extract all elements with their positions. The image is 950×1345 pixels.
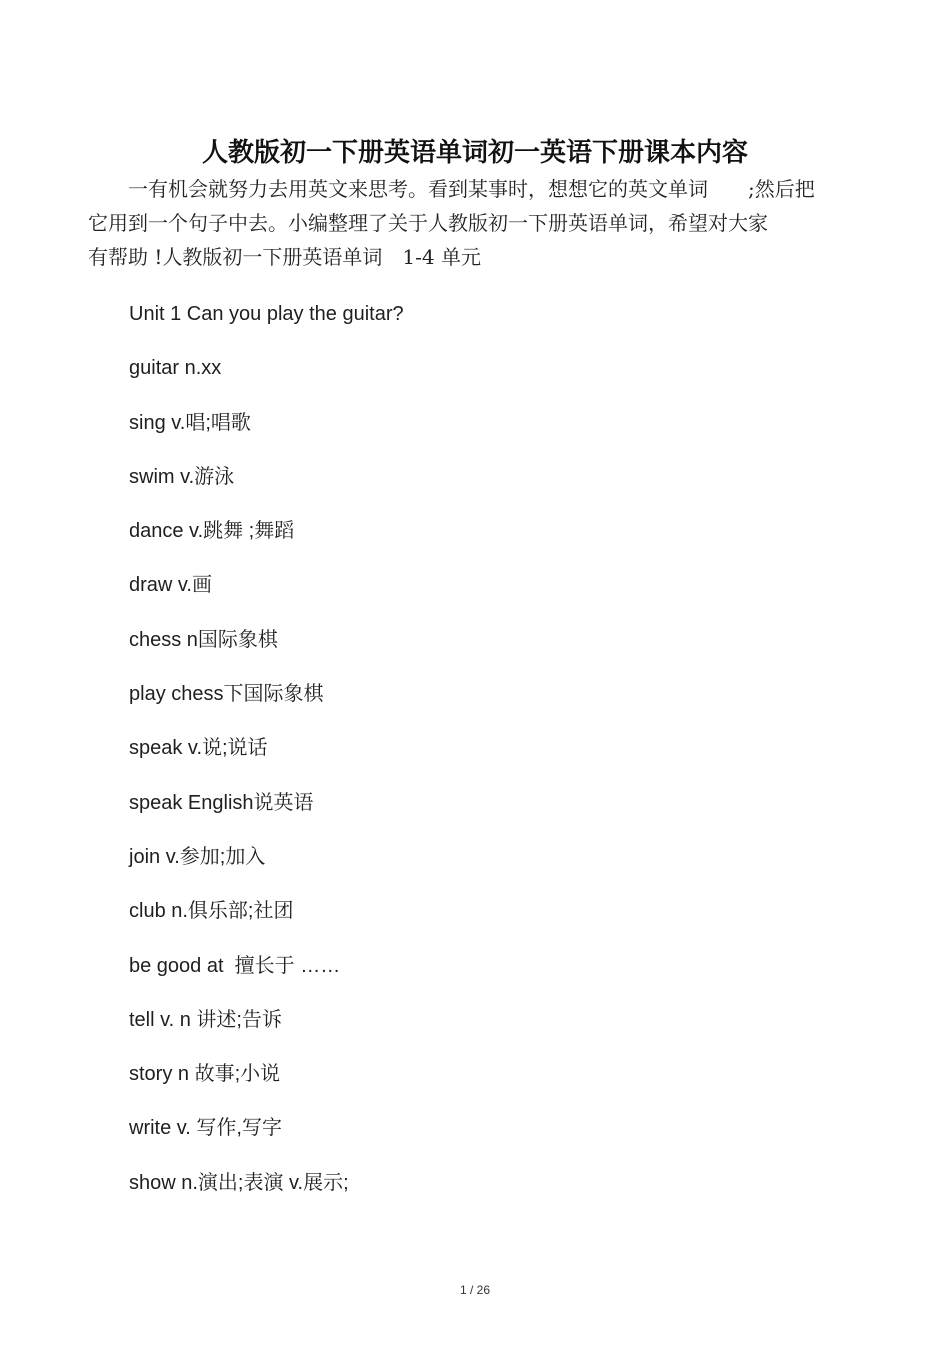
- intro-paragraph: [88, 172, 858, 274]
- vocab-entry: draw v.画: [129, 574, 212, 597]
- vocab-entry: tell v. n 讲述;告诉: [129, 1008, 282, 1031]
- vocab-entry: speak v.说;说话: [129, 737, 268, 760]
- intro-line: 它用到一个句子中去。小编整理了关于人教版初一下册英语单词，希望对大家: [88, 211, 768, 235]
- vocab-entry: be good at 擅长于 ……: [129, 954, 341, 977]
- page-number: 1 / 26: [459, 1283, 491, 1297]
- vocab-entry: join v.参加;加入: [129, 845, 266, 868]
- document-title: 人教版初一下册英语单词初一英语下册课本内容: [201, 138, 748, 169]
- vocabulary-list: [129, 298, 404, 1221]
- vocab-entry: chess n国际象棋: [129, 628, 278, 651]
- vocab-entry: dance v.跳舞 ;舞蹈: [129, 520, 295, 543]
- vocab-entry: story n 故事;小说: [129, 1063, 281, 1086]
- vocab-entry: play chess下国际象棋: [129, 683, 324, 706]
- vocab-entry: sing v.唱;唱歌: [129, 411, 251, 434]
- intro-line: 一有机会就努力去用英文来思考。看到某事时，想想它的英文单词 ;然后把: [128, 177, 815, 201]
- vocab-entry: swim v.游泳: [129, 465, 235, 488]
- unit-heading: Unit 1 Can you play the guitar?: [129, 303, 404, 325]
- vocab-entry: speak English说英语: [129, 791, 314, 814]
- intro-line: 有帮助 !人教版初一下册英语单词 1-4 单元: [88, 245, 481, 269]
- vocab-entry: club n.俱乐部;社团: [129, 900, 294, 923]
- vocab-entry: show n.演出;表演 v.展示;: [129, 1171, 349, 1194]
- vocab-entry: guitar n.xx: [129, 357, 222, 380]
- vocab-entry: write v. 写作,写字: [129, 1117, 282, 1140]
